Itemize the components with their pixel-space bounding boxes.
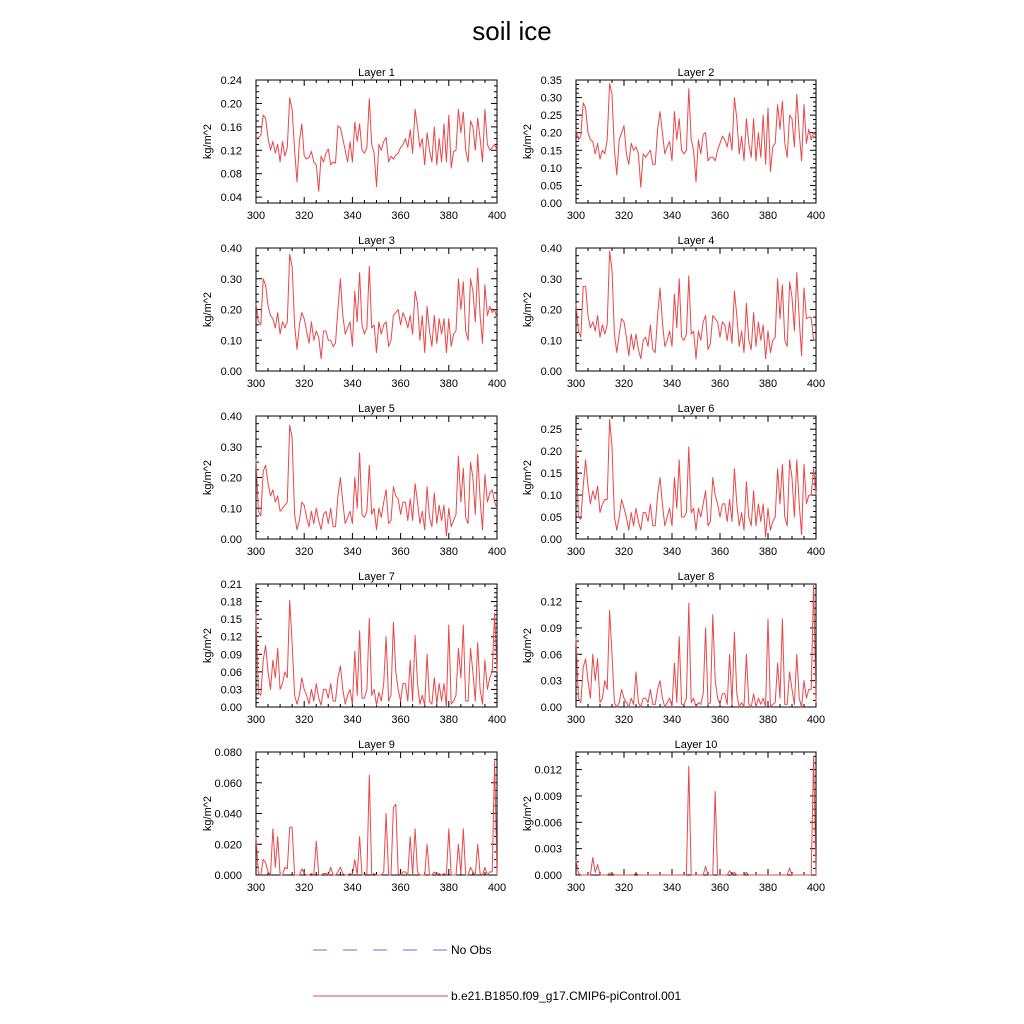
layer-6-ytick-label: 0.15 bbox=[540, 468, 562, 481]
layer-1-xtick-label: 320 bbox=[295, 210, 314, 222]
layer-10-ytick-label: 0.009 bbox=[534, 790, 562, 803]
layer-10-xtick-label: 360 bbox=[710, 882, 730, 894]
layer-5-title: Layer 5 bbox=[358, 403, 395, 415]
layer-8-ytick-label: 0.00 bbox=[540, 702, 562, 714]
layer-5-ytick-label: 0.20 bbox=[220, 472, 242, 485]
layer-1-xtick-label: 400 bbox=[487, 210, 507, 222]
layer-8-title: Layer 8 bbox=[677, 571, 715, 583]
layer-5-xtick-label: 400 bbox=[487, 546, 507, 558]
layer-2-ylabel: kg/m^2 bbox=[522, 123, 534, 160]
layer-6-plot-frame bbox=[576, 416, 816, 539]
layer-9-ytick-label: 0.040 bbox=[214, 808, 242, 821]
legend-no-obs-label: No Obs bbox=[451, 943, 492, 957]
layer-3-xtick-label: 380 bbox=[439, 378, 458, 390]
layer-8-xtick-label: 360 bbox=[710, 714, 730, 726]
layer-9-xtick-label: 400 bbox=[487, 882, 507, 894]
layer-3-ytick-label: 0.10 bbox=[220, 335, 242, 348]
layer-1-ytick-label: 0.20 bbox=[220, 98, 242, 111]
layer-3-xtick-label: 340 bbox=[343, 378, 362, 390]
layer-4-xtick-label: 320 bbox=[614, 378, 634, 390]
layer-6-xtick-label: 400 bbox=[806, 546, 826, 558]
layer-7-xtick-label: 340 bbox=[343, 714, 362, 726]
layer-10-ylabel: kg/m^2 bbox=[522, 795, 534, 832]
layer-1-ytick-label: 0.04 bbox=[220, 192, 242, 205]
layer-2-xtick-label: 380 bbox=[758, 210, 778, 222]
layer-10-xtick-label: 320 bbox=[614, 882, 634, 894]
layer-4-ytick-label: 0.10 bbox=[540, 335, 562, 348]
layer-9-title: Layer 9 bbox=[358, 739, 395, 751]
layer-7-ytick-label: 0.03 bbox=[220, 684, 242, 697]
layer-5-ylabel: kg/m^2 bbox=[202, 459, 214, 496]
layer-2-xtick-label: 340 bbox=[662, 210, 682, 222]
layer-8-ytick-label: 0.09 bbox=[540, 622, 562, 635]
layer-3-title: Layer 3 bbox=[358, 235, 395, 247]
layer-4-ytick-label: 0.20 bbox=[540, 304, 562, 317]
layer-9-xtick-label: 360 bbox=[391, 882, 410, 894]
layer-7-xtick-label: 320 bbox=[295, 714, 314, 726]
layer-8-ytick-label: 0.12 bbox=[540, 596, 562, 609]
layer-4-ylabel: kg/m^2 bbox=[522, 291, 534, 328]
layer-7-series-line bbox=[256, 600, 497, 707]
layer-5-xtick-label: 300 bbox=[246, 546, 266, 558]
layer-8-ytick-label: 0.06 bbox=[540, 649, 562, 662]
layer-2-xtick-label: 360 bbox=[710, 210, 730, 222]
layer-9-xtick-label: 300 bbox=[246, 882, 266, 894]
layer-5-ytick-label: 0.30 bbox=[220, 441, 242, 454]
layer-2-ytick-label: 0.25 bbox=[540, 110, 562, 123]
layer-2-title: Layer 2 bbox=[677, 67, 715, 79]
layer-5-plot-frame bbox=[256, 416, 497, 539]
layer-4-xtick-label: 360 bbox=[710, 378, 730, 390]
layer-4-xtick-label: 380 bbox=[758, 378, 778, 390]
layer-8-xtick-label: 400 bbox=[806, 714, 826, 726]
layer-6-ytick-label: 0.10 bbox=[540, 490, 562, 503]
layer-10-ytick-label: 0.000 bbox=[534, 870, 562, 882]
layer-1-series-line bbox=[256, 98, 497, 192]
layer-3-ytick-label: 0.00 bbox=[220, 366, 242, 378]
layer-9-ytick-label: 0.080 bbox=[214, 747, 242, 759]
layer-10-xtick-label: 400 bbox=[806, 882, 826, 894]
layer-3-xtick-label: 400 bbox=[487, 378, 507, 390]
layer-10-xtick-label: 340 bbox=[662, 882, 682, 894]
layer-3-ytick-label: 0.30 bbox=[220, 273, 242, 286]
layer-7-ytick-label: 0.06 bbox=[220, 666, 242, 679]
layer-4-ytick-label: 0.30 bbox=[540, 273, 562, 286]
layer-7-ytick-label: 0.18 bbox=[220, 596, 242, 609]
layer-2-xtick-label: 300 bbox=[566, 210, 586, 222]
layer-2-ytick-label: 0.05 bbox=[540, 180, 562, 193]
layer-7-xtick-label: 300 bbox=[246, 714, 266, 726]
figure-title: soil ice bbox=[472, 16, 552, 46]
layer-5-ytick-label: 0.10 bbox=[220, 503, 242, 516]
layer-4-ytick-label: 0.40 bbox=[540, 243, 562, 255]
layer-6-ytick-label: 0.00 bbox=[540, 534, 562, 546]
layer-6-ytick-label: 0.20 bbox=[540, 446, 562, 459]
layer-7-ytick-label: 0.00 bbox=[220, 702, 242, 714]
layer-8-series-line bbox=[576, 584, 816, 707]
layer-6-xtick-label: 360 bbox=[710, 546, 730, 558]
layer-2-xtick-label: 320 bbox=[614, 210, 634, 222]
layer-10-ytick-label: 0.006 bbox=[534, 817, 562, 830]
layer-5-xtick-label: 320 bbox=[295, 546, 314, 558]
layer-3-ytick-label: 0.20 bbox=[220, 304, 242, 317]
layer-3-series-line bbox=[256, 254, 497, 359]
layer-5-series-line bbox=[256, 425, 497, 536]
layer-8-ytick-label: 0.03 bbox=[540, 675, 562, 688]
layer-7-title: Layer 7 bbox=[358, 571, 395, 583]
layer-6-xtick-label: 320 bbox=[614, 546, 634, 558]
layer-3-ytick-label: 0.40 bbox=[220, 243, 242, 255]
layer-6-title: Layer 6 bbox=[677, 403, 715, 415]
layer-7-ytick-label: 0.12 bbox=[220, 631, 242, 644]
layer-6-ytick-label: 0.25 bbox=[540, 424, 562, 437]
layer-6-xtick-label: 340 bbox=[662, 546, 682, 558]
layer-4-xtick-label: 340 bbox=[662, 378, 682, 390]
layer-1-xtick-label: 340 bbox=[343, 210, 362, 222]
layer-1-ytick-label: 0.08 bbox=[220, 168, 242, 181]
layer-7-ytick-label: 0.09 bbox=[220, 649, 242, 662]
layer-1-title: Layer 1 bbox=[358, 67, 395, 79]
layer-4-ytick-label: 0.00 bbox=[540, 366, 562, 378]
layer-8-xtick-label: 340 bbox=[662, 714, 682, 726]
layer-2-ytick-label: 0.10 bbox=[540, 162, 562, 175]
layer-5-ytick-label: 0.00 bbox=[220, 534, 242, 546]
layer-10-ytick-label: 0.003 bbox=[534, 843, 562, 856]
layer-6-series-line bbox=[576, 420, 816, 537]
layer-10-ytick-label: 0.012 bbox=[534, 764, 562, 777]
layer-8-xtick-label: 320 bbox=[614, 714, 634, 726]
layer-9-xtick-label: 320 bbox=[295, 882, 314, 894]
layer-9-xtick-label: 380 bbox=[439, 882, 458, 894]
layer-4-xtick-label: 400 bbox=[806, 378, 826, 390]
layer-3-ylabel: kg/m^2 bbox=[202, 291, 214, 328]
layer-6-xtick-label: 300 bbox=[566, 546, 586, 558]
layer-1-ytick-label: 0.12 bbox=[220, 145, 242, 158]
layer-5-ytick-label: 0.40 bbox=[220, 411, 242, 423]
layer-1-ylabel: kg/m^2 bbox=[202, 123, 214, 160]
layer-4-title: Layer 4 bbox=[677, 235, 715, 247]
layer-7-ylabel: kg/m^2 bbox=[202, 627, 214, 664]
layer-3-xtick-label: 320 bbox=[295, 378, 314, 390]
layer-7-xtick-label: 360 bbox=[391, 714, 410, 726]
layer-7-ytick-label: 0.15 bbox=[220, 614, 242, 627]
layer-2-ytick-label: 0.30 bbox=[540, 92, 562, 105]
layer-1-xtick-label: 380 bbox=[439, 210, 458, 222]
layer-6-xtick-label: 380 bbox=[758, 546, 778, 558]
layer-5-xtick-label: 360 bbox=[391, 546, 410, 558]
layer-8-ylabel: kg/m^2 bbox=[522, 627, 534, 664]
layer-3-xtick-label: 360 bbox=[391, 378, 410, 390]
layer-9-ytick-label: 0.000 bbox=[214, 870, 242, 882]
layer-9-ytick-label: 0.060 bbox=[214, 777, 242, 790]
layer-1-xtick-label: 360 bbox=[391, 210, 410, 222]
layer-9-xtick-label: 340 bbox=[343, 882, 362, 894]
layer-5-xtick-label: 380 bbox=[439, 546, 458, 558]
layer-10-xtick-label: 300 bbox=[566, 882, 586, 894]
layer-3-xtick-label: 300 bbox=[246, 378, 266, 390]
layer-9-plot-frame bbox=[256, 752, 497, 875]
layer-7-ytick-label: 0.21 bbox=[220, 579, 242, 591]
layer-7-xtick-label: 380 bbox=[439, 714, 458, 726]
layer-9-ylabel: kg/m^2 bbox=[202, 795, 214, 832]
layer-2-ytick-label: 0.00 bbox=[540, 198, 562, 210]
layer-8-xtick-label: 300 bbox=[566, 714, 586, 726]
layer-2-ytick-label: 0.20 bbox=[540, 127, 562, 140]
layer-8-xtick-label: 380 bbox=[758, 714, 778, 726]
layer-9-ytick-label: 0.020 bbox=[214, 839, 242, 852]
layer-6-ylabel: kg/m^2 bbox=[522, 459, 534, 496]
layer-10-series-line bbox=[576, 756, 816, 875]
layer-10-xtick-label: 380 bbox=[758, 882, 778, 894]
layer-4-xtick-label: 300 bbox=[566, 378, 586, 390]
layer-4-series-line bbox=[576, 251, 816, 359]
layer-1-ytick-label: 0.16 bbox=[220, 121, 242, 134]
layer-2-ytick-label: 0.15 bbox=[540, 145, 562, 158]
layer-1-ytick-label: 0.24 bbox=[220, 75, 242, 87]
legend-model-label: b.e21.B1850.f09_g17.CMIP6-piControl.001 bbox=[451, 989, 682, 1003]
layer-7-xtick-label: 400 bbox=[487, 714, 507, 726]
layer-10-plot-frame bbox=[576, 752, 816, 875]
layer-10-title: Layer 10 bbox=[674, 739, 718, 751]
layer-1-xtick-label: 300 bbox=[246, 210, 266, 222]
layer-2-xtick-label: 400 bbox=[806, 210, 826, 222]
layer-2-ytick-label: 0.35 bbox=[540, 75, 562, 87]
layer-5-xtick-label: 340 bbox=[343, 546, 362, 558]
layer-9-series-line bbox=[256, 761, 497, 875]
layer-6-ytick-label: 0.05 bbox=[540, 512, 562, 525]
layer-2-series-line bbox=[576, 84, 816, 188]
